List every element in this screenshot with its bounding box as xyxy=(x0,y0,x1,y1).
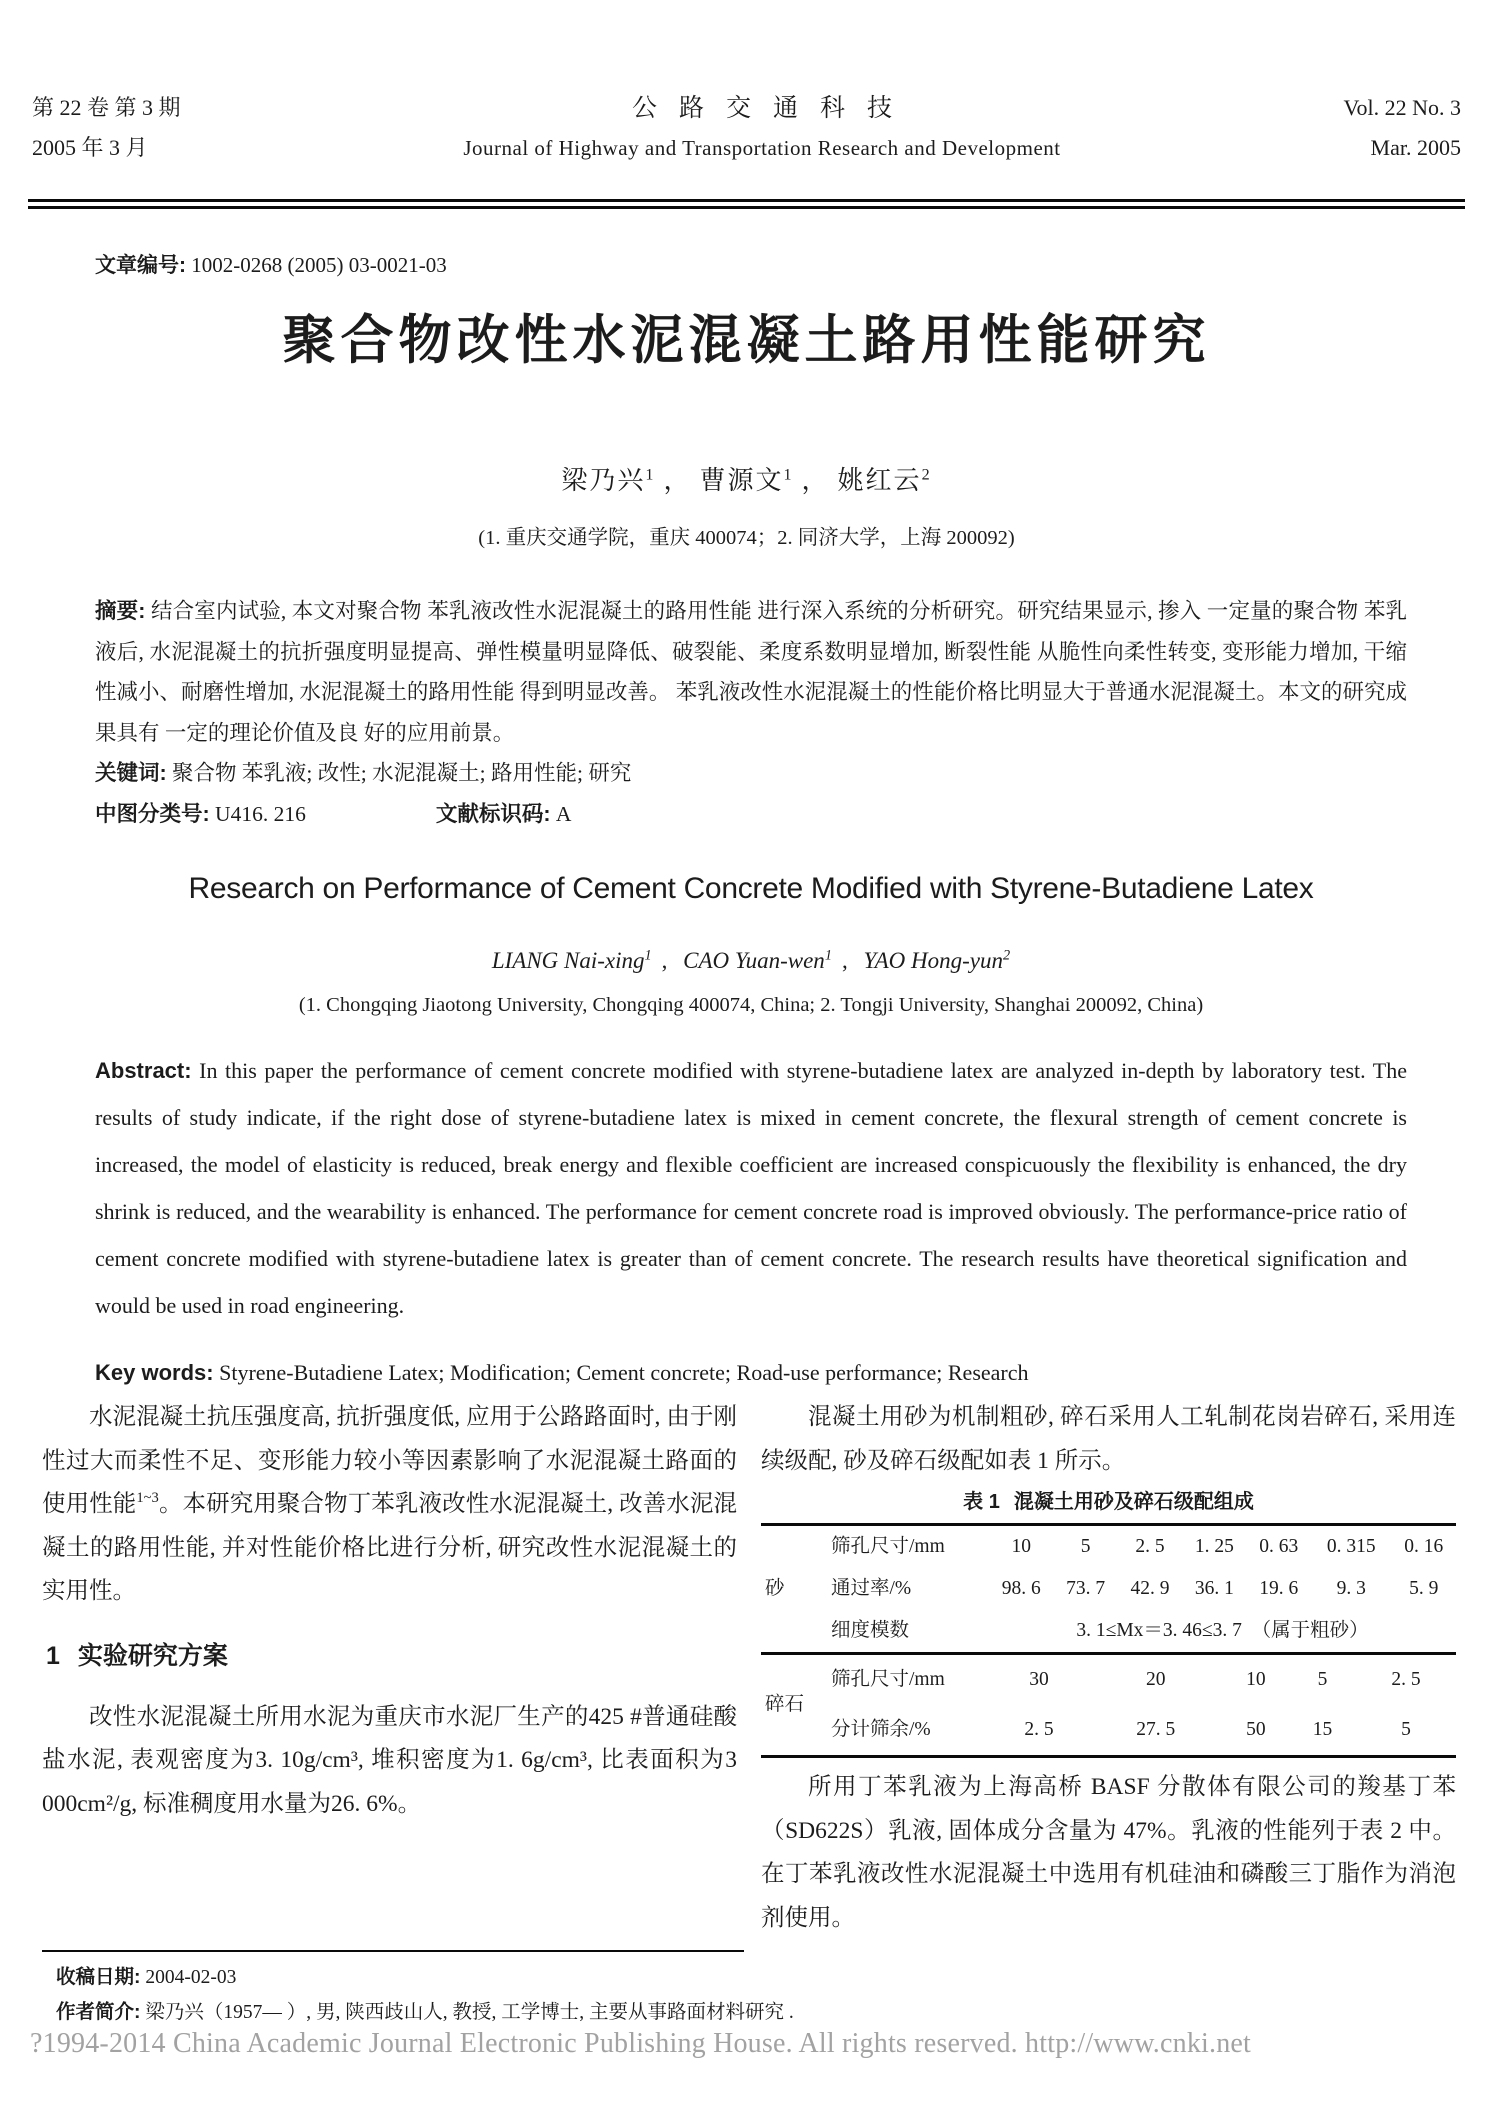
keywords-cn-text: 聚合物 苯乳液; 改性; 水泥混凝土; 路用性能; 研究 xyxy=(172,761,632,785)
table-row-label: 细度模数 xyxy=(831,1620,910,1641)
body-columns xyxy=(42,1396,1456,1940)
table-row xyxy=(761,1568,1456,1610)
received-date-label: 收稿日期: xyxy=(56,1966,141,1988)
table-cell: 9. 3 xyxy=(1336,1578,1366,1599)
header-left xyxy=(32,88,181,168)
table-cell: 30 xyxy=(1029,1669,1049,1690)
table-cell: 36. 1 xyxy=(1194,1578,1234,1599)
author-en: LIANG Nai-xing$^1$ , xyxy=(491,947,674,973)
table-cell: 10 xyxy=(1246,1669,1266,1690)
authors-en xyxy=(95,948,1407,974)
keywords-cn xyxy=(95,753,1407,794)
abstract-en-label: Abstract: xyxy=(95,1058,192,1083)
table1-caption-text: 混凝土用砂及碎石级配组成 xyxy=(1013,1491,1254,1513)
table-cell: 5 xyxy=(1317,1669,1328,1690)
article-number-line xyxy=(95,249,447,279)
table-cell: 0. 315 xyxy=(1326,1536,1376,1557)
table-cell: 27. 5 xyxy=(1136,1719,1176,1740)
table-cell: 19. 6 xyxy=(1259,1578,1299,1599)
author-en: CAO Yuan-wen$^1$ , xyxy=(683,947,854,973)
table-cell: 15 xyxy=(1312,1719,1333,1740)
table-row xyxy=(761,1525,1456,1569)
table-cell: 2. 5 xyxy=(1391,1669,1421,1690)
table1-caption xyxy=(761,1487,1456,1517)
table-cell: 73. 7 xyxy=(1066,1578,1106,1599)
received-date-line xyxy=(42,1960,1456,1995)
doc-code-label: 文献标识码: xyxy=(435,801,551,826)
author-bio-text: 梁乃兴（1957— ）, 男, 陕西歧山人, 教授, 工学博士, 主要从事路面材料研究 . xyxy=(145,2002,794,2023)
table-cell: 50 xyxy=(1246,1719,1266,1740)
affiliation-en: (1. Chongqing Jiaotong University, Chongqing 400074, China; 2. Tongji University, Shanghai 200092, China) xyxy=(298,994,1204,1016)
table-cell: 0. 63 xyxy=(1259,1536,1299,1557)
table-cell: 42. 9 xyxy=(1130,1578,1170,1599)
table1-caption-number: 表 1 xyxy=(963,1491,1000,1513)
table-row-label: 筛孔尺寸/mm xyxy=(831,1536,945,1557)
date-cn: 2005 年 3 月 xyxy=(32,135,148,160)
abstract-cn-text: 结合室内试验, 本文对聚合物 苯乳液改性水泥混凝土的路用性能 进行深入系统的分析研究。研究结果显示, 掺入 一定量的聚合物 苯乳液后, 水泥混凝土的抗折强度明显提高、弹性模量明显降低、破裂能、柔度系数明显增加, 断裂性能 从脆性向柔性转变, 变形能力增加, 干缩性减小、耐磨性增加, 水泥混凝土的路用性能 得到明显改善。 苯乳液改性水泥混凝土的性能价格比明显大于普通水泥混凝土。本文的研究成果具有 一定的理论价值及良 好的应用前景。 xyxy=(95,599,1408,745)
footnote-area xyxy=(42,1950,1456,2030)
table-row xyxy=(761,1610,1456,1654)
journal-header xyxy=(32,88,1461,168)
page-title: 聚合物改性水泥混凝土路用性能研究 xyxy=(282,311,1211,370)
table1-sand-section xyxy=(761,1523,1456,1655)
table1-gravel-section xyxy=(761,1655,1456,1758)
table-cell: 20 xyxy=(1146,1669,1166,1690)
abstract-en-text: In this paper the performance of cement concrete modified with styrene-butadiene latex are analyzed in-depth by laboratory test. The results of study indicate, if the right dose of styrene-butadiene latex is mixed in cement concrete, the flexural strength of cement concrete is increased, the model of elasticity is reduced, break energy and flexible coefficient are increased conspicuously the flexibility is enhanced, the dry shrink is reduced, and the wearability is enhanced. The performance for cement concrete road is improved obviously. The performance-price ratio of cement concrete modified with styrene-butadiene latex is greater than of cement concrete. The research results have theoretical signification and would be used in road engineering. xyxy=(95,1058,1408,1318)
keywords-en xyxy=(95,1351,1407,1395)
table-row xyxy=(761,1705,1456,1757)
section-heading-1: 1 实验研究方案 xyxy=(46,1641,228,1670)
table-group-label: 碎石 xyxy=(765,1694,805,1715)
table-cell: 5. 9 xyxy=(1409,1578,1439,1599)
paragraph-sand: 混凝土用砂为机制粗砂, 碎石采用人工轧制花岗岩碎石, 采用连续级配, 砂及碎石级配如表 1 所示。 xyxy=(761,1404,1456,1474)
clc-line xyxy=(95,794,1407,835)
author-en: YAO Hong-yun$^2$ xyxy=(863,947,1011,973)
table-cell: 98. 6 xyxy=(1001,1578,1041,1599)
keywords-cn-label: 关键词: xyxy=(95,761,167,785)
clc-value: U416. 216 xyxy=(215,801,306,826)
header-double-rule xyxy=(28,199,1465,209)
header-right xyxy=(1343,88,1461,168)
right-column xyxy=(761,1396,1456,1940)
abstract-en xyxy=(95,1047,1407,1329)
volume-issue-cn: 第 22 卷 第 3 期 xyxy=(32,95,181,120)
author-cn: 曹源文$^1$ ， xyxy=(699,466,830,495)
table-row-label: 通过率/% xyxy=(831,1578,912,1599)
table-row-label: 分计筛余/% xyxy=(831,1719,931,1740)
paragraph-latex: 所用丁苯乳液为上海高桥 BASF 分散体有限公司的羧基丁苯（SD622S）乳液, 固体成分含量为 47%。乳液的性能列于表 2 中。在丁苯乳液改性水泥混凝土中选用有机硅油和磷酸三丁脂作为消泡剂使用。 xyxy=(761,1774,1456,1931)
author-bio-line xyxy=(42,1995,1456,2030)
citation-superscript: 1~3 xyxy=(136,1490,159,1507)
author-cn: 梁乃兴$^1$ ， xyxy=(561,466,692,495)
clc-label: 中图分类号: xyxy=(95,801,210,826)
paragraph-cement: 改性水泥混凝土所用水泥为重庆市水泥厂生产的425 #普通硅酸盐水泥, 表观密度为3. 10g/cm³, 堆积密度为1. 6g/cm³, 比表面积为3 000cm²/g, 标准稠度用水量为26. 6%。 xyxy=(42,1703,737,1817)
table-cell: 5 xyxy=(1080,1536,1091,1557)
doc-code-value: A xyxy=(555,801,572,826)
keywords-en-text: Styrene-Butadiene Latex; Modification; Cement concrete; Road-use performance; Research xyxy=(219,1360,1029,1385)
table-cell: 5 xyxy=(1401,1719,1411,1740)
table-cell: 2. 5 xyxy=(1024,1719,1054,1740)
table-cell: 0. 16 xyxy=(1404,1536,1444,1557)
page-title-en: Research on Performance of Cement Concrete Modified with Styrene-Butadiene Latex xyxy=(188,872,1314,905)
authors-cn xyxy=(0,460,1493,497)
abstract-cn xyxy=(95,591,1407,753)
table-cell: 2. 5 xyxy=(1135,1536,1165,1557)
author-bio-label: 作者简介: xyxy=(56,2001,141,2023)
journal-title-en: Journal of Highway and Transportation Research and Development xyxy=(463,136,1061,160)
date-en: Mar. 2005 xyxy=(1370,135,1461,160)
affiliation-cn: (1. 重庆交通学院，重庆 400074；2. 同济大学，上海 200092) xyxy=(478,527,1015,549)
volume-issue-en: Vol. 22 No. 3 xyxy=(1343,95,1461,120)
front-matter-en xyxy=(95,872,1407,1417)
table-cell: 1. 25 xyxy=(1194,1536,1234,1557)
journal-title-cn: 公路交通科技 xyxy=(631,95,914,122)
article-number-label: 文章编号: xyxy=(95,254,186,277)
author-cn: 姚红云$^2$ xyxy=(837,466,932,495)
front-matter-cn xyxy=(95,591,1407,834)
table-cell: 10 xyxy=(1011,1536,1031,1557)
received-date-value: 2004-02-03 xyxy=(145,1967,237,1988)
abstract-cn-label: 摘要: xyxy=(95,599,146,623)
keywords-en-label: Key words: xyxy=(95,1360,214,1385)
article-number-value: 1002-0268 (2005) 03-0021-03 xyxy=(191,253,447,277)
paragraph-intro: 水泥混凝土抗压强度高, 抗折强度低, 应用于公路路面时, 由于刚性过大而柔性不足、变形能力较小等因素影响了水泥混凝土路面的使用性能$^{1\sim 3}$。本研究用聚合物丁苯乳液改性水泥混凝土, 改善水泥混凝土的路用性能, 并对性能价格比进行分析, 研究改性水泥混凝土的实用性。 xyxy=(42,1404,738,1604)
header-center xyxy=(181,88,1344,161)
footnote-rule xyxy=(42,1950,744,1952)
table-group-label: 砂 xyxy=(765,1578,785,1599)
left-column xyxy=(42,1396,737,1940)
cnki-watermark: ?1994-2014 China Academic Journal Electronic Publishing House. All rights reserved. http://www.cnki.net xyxy=(30,2028,1252,2059)
table-cell: 3. 1≤Mx＝3. 46≤3. 7 （属于粗砂） xyxy=(1076,1620,1369,1641)
table-row xyxy=(761,1655,1456,1705)
table-row-label: 筛孔尺寸/mm xyxy=(831,1669,945,1690)
